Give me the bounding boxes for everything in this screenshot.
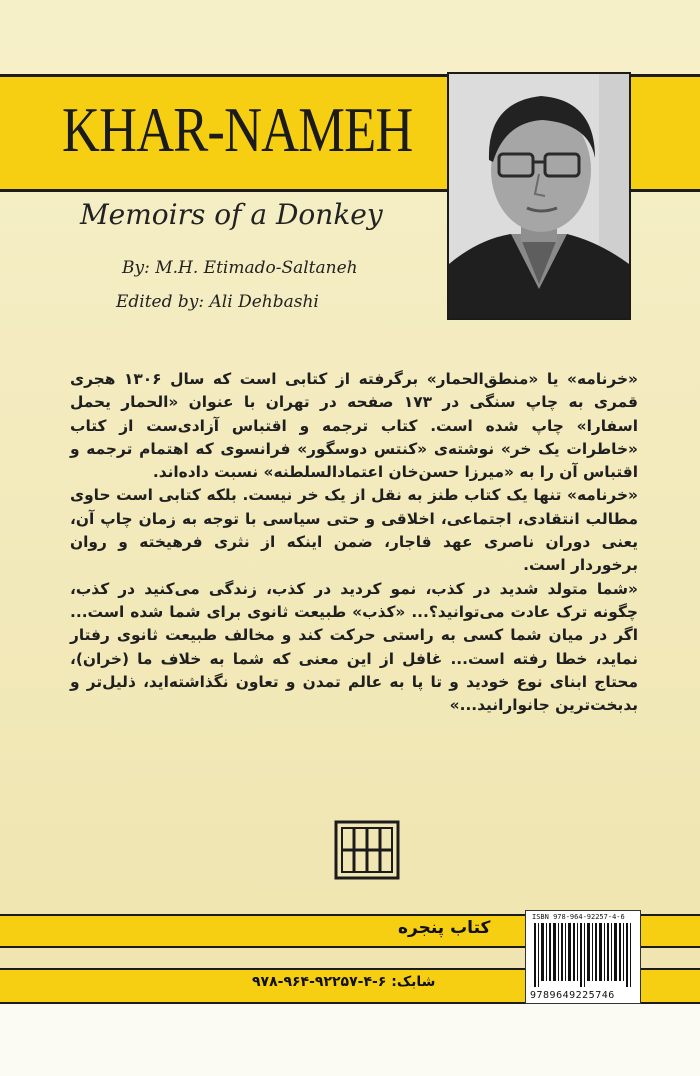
barcode-bars [526,923,640,993]
blurb-paragraph-3: «شما متولد شدید در کذب، نمو کردید در کذب، زندگی می‌کنید در کذب، چگونه ترک عادت می‌توانید؟... «کذب» طبیعت ثانوی برای شما شده است... اگر در میان شما کسی به راستی حرکت کند و مخالف طبیعت ثانوی رفتار نماید، خطا رفته است... غافل از این معنی که شما به خلاف ما (خران)، محتاج ابنای نوع خودید و تا پا به عالم تمدن و تعاون نگذاشته‌اید، ذلیل‌تر و بدبخت‌ترین جانوارانید...» [70,579,638,715]
blurb-text [70,368,638,717]
blurb-paragraph-2: «خرنامه» تنها یک کتاب طنز به نقل از یک خر نیست. بلکه کتابی است حاوی مطالب انتقادی، اجتماعی، اخلاقی و حتی سیاسی با توجه به زمان چاپ آن، یعنی دوران ناصری عهد قاجار، ضمن اینکه از نثری فرهیخته و روان برخوردار است. [70,486,638,575]
blurb-paragraph-1: «خرنامه» یا «منطق‌الحمار» برگرفته از کتابی است که سال ۱۳۰۶ هجری قمری به چاپ سنگی در ۱۷۳ صفحه در تهران با عنوان «الحمار یحمل اسفارا» چاپ شده است. کتاب ترجمه و اقتباس آزادی‌ست از کتاب «خاطرات یک خر» نوشته‌ی «کنتس دوسگور» فرانسوی که اهتمام ترجمه و اقتباس آن را به «میرزا حسن‌خان اعتمادالسلطنه» نسبت داده‌اند. [70,370,639,482]
barcode-isbn-text: ISBN 978-964-92257-4-6 [532,913,625,921]
isbn-barcode [525,910,641,1004]
author-photo [447,72,631,320]
author-line: By: M.H. Etimado-Saltaneh [122,258,358,278]
author-portrait-image [449,74,629,318]
barcode-digits: 9789649225746 [530,990,615,1001]
book-title: KHAR-NAMEH [62,94,413,165]
book-subtitle: Memoirs of a Donkey [80,198,383,231]
publisher-name: کتاب پنجره [398,918,491,938]
editor-line: Edited by: Ali Dehbashi [116,292,319,312]
publisher-window-logo [334,820,400,880]
isbn-line: شابک: ۶-۴-۹۲۲۵۷-۹۶۴-۹۷۸ [252,974,436,990]
bottom-margin [0,1004,700,1076]
window-icon [334,820,400,880]
